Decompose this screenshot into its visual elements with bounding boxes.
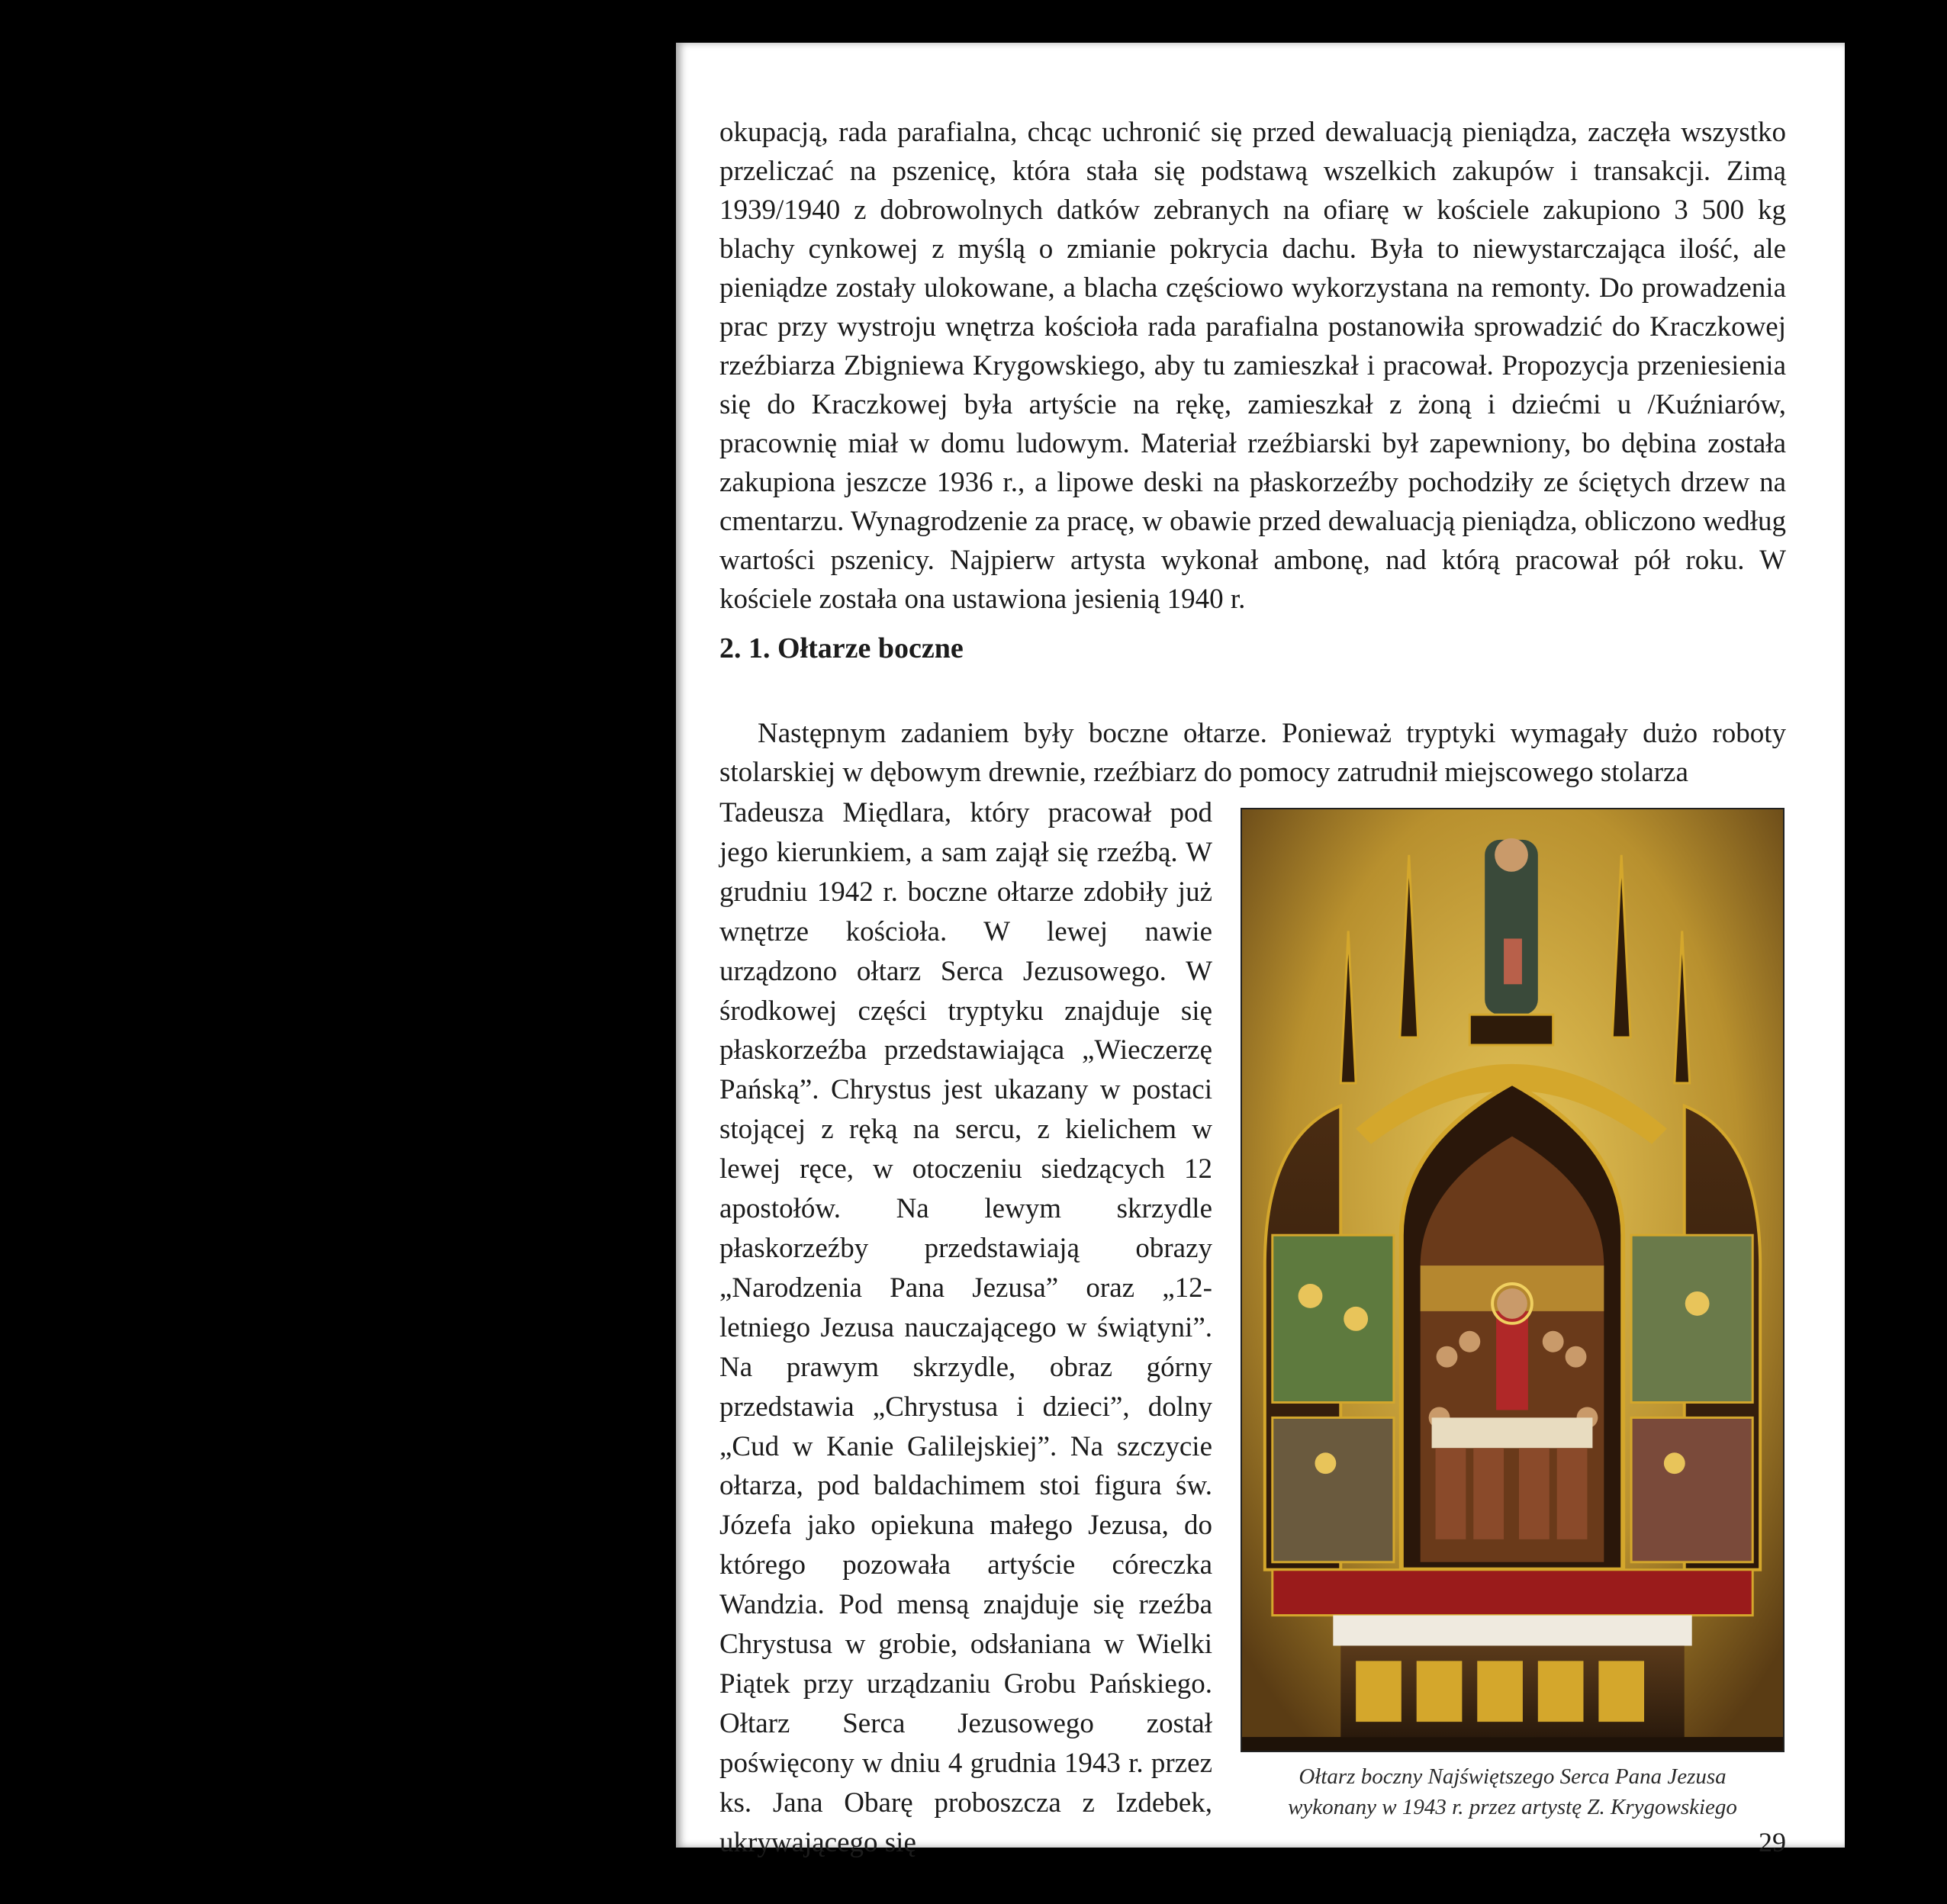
- predella: [1273, 1570, 1752, 1616]
- caption-line-2: wykonany w 1943 r. przez artystę Z. Krygowskiego: [1288, 1795, 1737, 1819]
- mensa-ornaments: [1356, 1661, 1644, 1722]
- lead-paragraph: Następnym zadaniem były boczne ołtarze. Ponieważ tryptyki wymagały dużo roboty stolarskiej w dębowym drewnie, rzeźbiarz do pomocy zatrudnił miejscowego stolarza: [719, 718, 1786, 788]
- book-page: [676, 43, 1845, 1858]
- intro-paragraph: [719, 113, 1786, 619]
- intro-text: okupacją, rada parafialna, chcąc uchronić się przed dewaluacją pieniądza, zaczęła wszystko przeliczać na pszenicę, która stała się podstawą wszelkich zakupów i transakcji. Zimą 1939/1940 z dobrowolnych datków zebranych na ofiarę w kościele zakupiono 3 500 kg blachy cynkowej z myślą o zmianie pokrycia dachu. Była to niewystarczająca ilość, ale pieniądze zostały ulokowane, a blacha częściowo wykorzystana na remonty. Do prowadzenia prac przy wystroju wnętrza kościoła rada parafialna postanowiła sprowadzić do Kraczkowej rzeźbiarza Zbigniewa Krygowskiego, aby tu zamieszkał i pracował. Propozycja przeniesienia się do Kraczkowej była artyście na rękę, zamieszkał z żoną i dziećmi u /Kuźniarów, pracownię miał w domu ludowym. Materiał rzeźbiarski był zapewniony, bo dębina została zakupiona jeszcze 1936 r., a lipowe deski na płaskorzeźby pochodziły ze ściętych drzew na cmentarzu. Wynagrodzenie za pracę, w obawie przed dewaluacją pieniądza, obliczono według wartości pszenicy. Najpierw artysta wykonał ambonę, nad którą pracował pół roku. W kościele została ona ustawiona jesienią 1940 r.: [719, 117, 1786, 615]
- column-paragraph: Tadeusza Międlara, który pracował pod jego kierunkiem, a sam zajął się rzeźbą. W grudniu 1942 r. boczne ołtarze zdobiły już wnętrze kościoła. W lewej nawie urządzono ołtarz Serca Jezusowego. W środkowej części tryptyku znajduje się płaskorzeźba przedstawiająca „Wieczerzę Pańską”. Chrystus jest ukazany w postaci stojącej z ręką na sercu, z kielichem w lewej ręce, w otoczeniu siedzących 12 apostołów. Na lewym skrzydle płaskorzeźby przedstawiają obrazy „Narodzenia Pana Jezusa” oraz „12-letniego Jezusa nauczającego w świątyni”. Na prawym skrzydle, obraz górny przedstawia „Chrystusa i dzieci”, dolny „Cud w Kanie Galilejskiej”. Na szczycie ołtarza, pod baldachimem stoi figura św. Józefa jako opiekuna małego Jezusa, do którego pozowała artyście córeczka Wandzia. Pod mensą znajduje się rzeźba Chrystusa w grobie, odsłaniana w Wielki Piątek przy urządzaniu Grobu Pańskiego. Ołtarz Serca Jezusowego został poświęcony w dniu 4 grudnia 1943 r. przez ks. Jana Obarę proboszcza z Izdebek, ukrywającego się: [719, 797, 1212, 1858]
- altar-photo: [1241, 808, 1784, 1752]
- central-panel: [1402, 1083, 1623, 1570]
- page-number: 29: [1759, 1827, 1786, 1857]
- caption-line-1: Ołtarz boczny Najświętszego Serca Pana Jezusa: [1299, 1764, 1727, 1789]
- section-heading: 2. 1. Ołtarze boczne: [719, 632, 964, 664]
- figure-caption: [1241, 1761, 1784, 1822]
- altar-cloth: [1333, 1616, 1691, 1646]
- altar-illustration: [1242, 809, 1783, 1751]
